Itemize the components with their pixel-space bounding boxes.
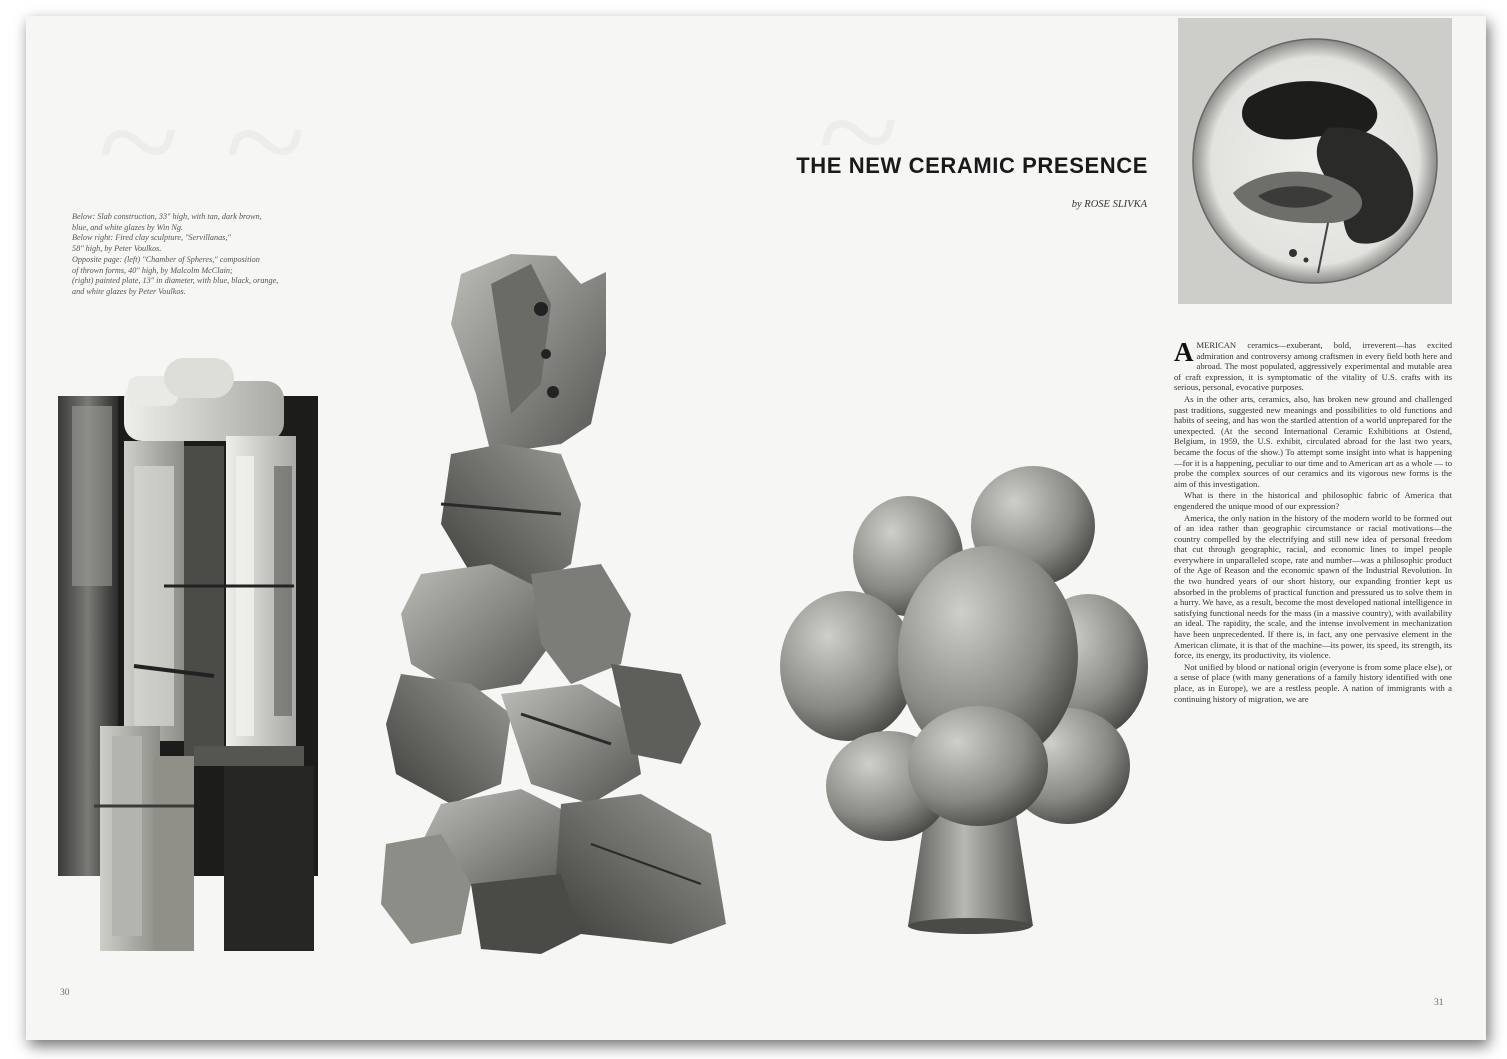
caption-line: Opposite page: (left) "Chamber of Spheres," composition <box>72 254 260 264</box>
drop-cap: A <box>1174 337 1194 367</box>
painted-plate <box>1178 18 1452 304</box>
ghost-show-through <box>816 46 901 218</box>
slab-construction-sculpture <box>54 336 334 956</box>
page-number-left: 30 <box>60 988 70 998</box>
servillanas-sculpture <box>381 244 731 964</box>
caption-line: blue, and white glazes by Win Ng. <box>72 222 183 232</box>
chamber-of-spheres-sculpture <box>778 466 1158 936</box>
article-paragraph <box>1174 337 1452 393</box>
caption-line: of thrown forms, 40" high, by Malcolm McClain; <box>72 265 233 275</box>
caption-line: 58" high, by Peter Voulkos. <box>72 244 162 254</box>
article-byline: by ROSE SLIVKA <box>1071 199 1147 210</box>
article-paragraph: Not unified by blood or national origin (everyone is from some place else), or a sense of place (with many generations of a family history identified with one place, as in Europe), we are a restless people. A nation of immigrants with a continuing history of migration, we are <box>1174 661 1452 704</box>
article-title: THE NEW CERAMIC PRESENCE <box>796 153 1148 178</box>
paragraph-text: ceramics—exuberant, bold, irreverent—has excited admiration and controversy among craftsmen in every field both here and abroad. The most populated, aggressively experimental and mutable area of craft expression, it is symptomatic of the vitality of U.S. crafts with its serious, personal, evocative purposes. <box>1174 340 1452 393</box>
painted-plate-photo <box>1178 18 1452 304</box>
caption-line: Below right: Fired clay sculpture, "Servillanas," <box>72 233 231 243</box>
article-body <box>1174 337 1452 705</box>
article-paragraph: What is there in the historical and philosophic fabric of America that engendered the unique mood of our expression? <box>1174 490 1452 511</box>
figure-caption <box>72 212 372 298</box>
page-number-right: 31 <box>1434 998 1444 1008</box>
article-paragraph: America, the only nation in the history of the modern world to be formed out of an idea rather than geographic circumstance or racial motivations—the country compelled by the electrifying and still new idea of personal freedom that cut through geographic, racial, and economic lines to impel people everywhere in unparalleled scope, rate and number—was a philosophic product of the Age of Reason and the economic spawn of the Industrial Revolution. In the two hundred years of our short history, our expanding frontier kept us absorbed in the problems of practical function and pressured us to solve them in a hurry. We have, as a result, become the most developed national intelligence in satisfying functional needs for the mass (in a massive country), with availability an ideal. The rapidity, the scale, and the intense involvement in mechanization have been unprecedented. If there is, in fact, any one pervasive element in the American climate, it is that of the machine—its power, its speed, its strength, its force, its energy, its productivity, its violence. <box>1174 512 1452 661</box>
caption-line: and white glazes by Peter Voulkos. <box>72 286 186 296</box>
caption-line: Below: Slab construction, 33" high, with tan, dark brown, <box>72 212 262 221</box>
first-word: MERICAN <box>1196 340 1237 350</box>
article-paragraph: As in the other arts, ceramics, also, has broken new ground and challenged past traditions, suggested new meanings and possibilities to old functions and habits of seeing, and has won the startled attention of a world unprepared for the unexpected. (At the second International Ceramic Exhibitions at Ostend, Belgium, in 1959, the U.S. exhibit, circulated abroad for the last two years, became the focus of the show.) To attempt some insight into what is happening—for it is a happening, peculiar to our time and to American art as a whole — to probe the complex sources of our ceramics and its vigorous new forms is the aim of this investigation. <box>1174 393 1452 489</box>
caption-line: (right) painted plate, 13" in diameter, with blue, black, orange, <box>72 276 279 286</box>
magazine-spread <box>26 16 1486 1040</box>
ghost-show-through <box>96 56 308 228</box>
